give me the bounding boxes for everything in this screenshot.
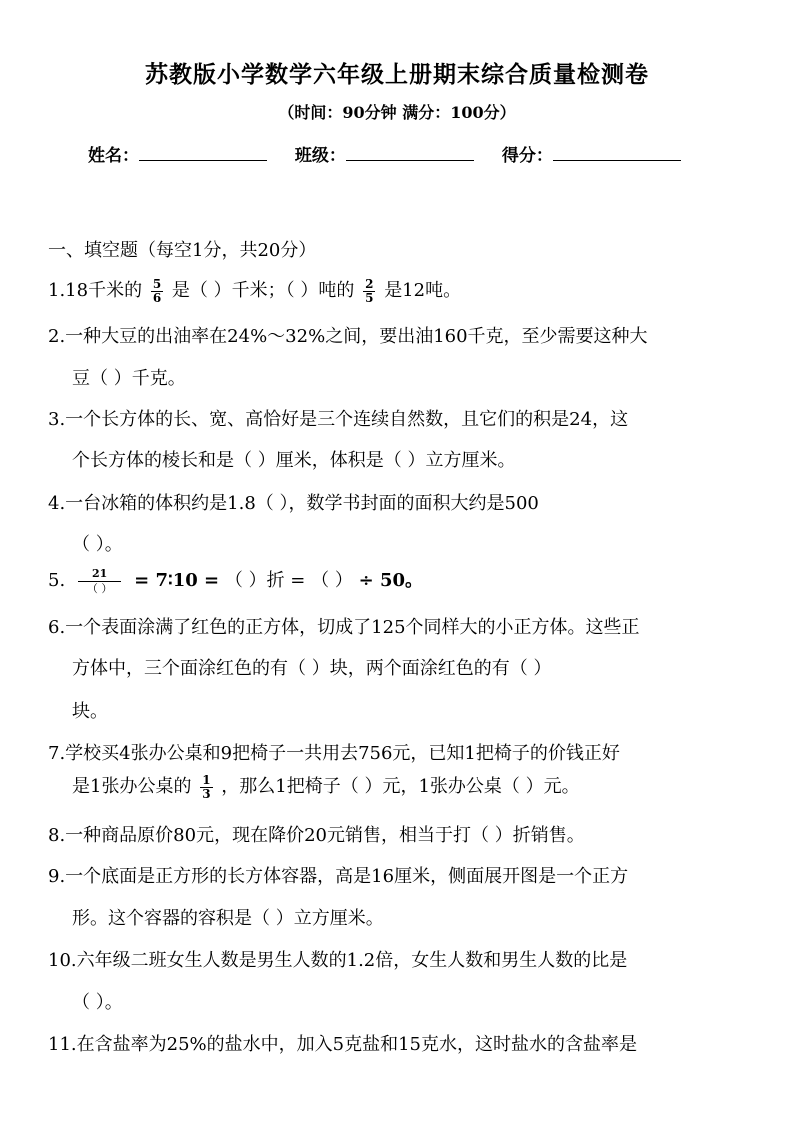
question-2-line-2: 豆（ ）千克。 <box>72 368 186 389</box>
q5-fraction <box>73 567 127 596</box>
page-title: 苏教版小学数学六年级上册期末综合质量检测卷 <box>145 61 649 88</box>
question-6-line-2: 方体中，三个面涂红色的有（ ）块，两个面涂红色的有（ ） <box>72 658 552 679</box>
name-blank[interactable] <box>139 146 267 161</box>
q5-tail: ÷ 50。 <box>358 570 423 591</box>
question-1 <box>48 276 461 305</box>
q7-text-b: ，那么1把椅子（ ）元，1张办公桌（ ）元。 <box>221 776 580 797</box>
name-label: 姓名： <box>88 146 139 166</box>
question-3-line-1: 3.一个长方体的长、宽、高恰好是三个连续自然数，且它们的积是24，这 <box>48 409 629 430</box>
score-label: 得分： <box>501 146 553 166</box>
class-field <box>295 141 474 166</box>
q1-fraction-2-denominator: 5 <box>365 290 374 305</box>
q1-text-c: 是12吨。 <box>384 280 462 301</box>
q1-fraction-2 <box>363 278 375 305</box>
student-info-line <box>88 141 703 166</box>
q5-blank-1: （ ）折 = <box>224 570 306 591</box>
question-8: 8.一种商品原价80元，现在降价20元销售，相当于打（ ）折销售。 <box>48 825 585 846</box>
class-blank[interactable] <box>346 146 474 161</box>
question-6-line-1: 6.一个表面涂满了红色的正方体，切成了125个同样大的小正方体。这些正 <box>48 617 640 638</box>
question-6-line-3: 块。 <box>72 701 108 722</box>
score-field <box>502 141 681 166</box>
q5-prefix: 5. <box>48 570 66 591</box>
question-9-line-2: 形。这个容器的容积是（ ）立方厘米。 <box>72 908 384 929</box>
q1-fraction-1-numerator: 5 <box>152 276 162 291</box>
exam-subtitle: （时间：90分钟 满分：100分） <box>278 103 516 122</box>
question-4-line-2: （ ）。 <box>72 534 123 555</box>
q5-fraction-numerator: 21 <box>78 567 121 582</box>
class-label: 班级： <box>294 146 346 166</box>
score-blank[interactable] <box>553 146 681 161</box>
question-9-line-1: 9.一个底面是正方形的长方体容器，高是16厘米，侧面展开图是一个正方 <box>48 866 629 887</box>
question-11-line-1: 11.在含盐率为25%的盐水中，加入5克盐和15克水，这时盐水的含盐率是 <box>48 1034 637 1055</box>
question-10-line-1: 10.六年级二班女生人数是男生人数的1.2倍，女生人数和男生人数的比是 <box>48 950 628 971</box>
q1-fraction-1 <box>151 278 163 305</box>
q7-fraction-denominator: 3 <box>202 786 211 801</box>
question-7-line-2 <box>72 772 580 801</box>
q7-text-a: 是1张办公桌的 <box>72 776 192 797</box>
q7-fraction-numerator: 1 <box>202 772 211 787</box>
name-field <box>88 141 267 166</box>
question-5 <box>48 566 423 596</box>
q7-fraction <box>200 774 212 801</box>
q5-blank-2: （ ） <box>311 570 353 591</box>
section-heading: 一、填空题（每空1分，共20分） <box>48 240 317 261</box>
q1-fraction-2-numerator: 2 <box>365 276 374 291</box>
q5-fraction-denominator: （ ） <box>86 581 113 595</box>
q1-fraction-1-denominator: 6 <box>152 290 162 305</box>
q5-ratio: = 7∶10 = <box>134 570 220 591</box>
question-2-line-1: 2.一种大豆的出油率在24%～32%之间，要出油160千克，至少需要这种大 <box>48 326 648 347</box>
question-7-line-1: 7.学校买4张办公桌和9把椅子一共用去756元，已知1把椅子的价钱正好 <box>48 743 620 764</box>
question-10-line-2: （ ）。 <box>72 992 123 1013</box>
question-3-line-2: 个长方体的棱长和是（ ）厘米，体积是（ ）立方厘米。 <box>72 450 516 471</box>
q1-text-a: 1.18千米的 <box>48 280 143 301</box>
q1-text-b: 是（ ）千米；（ ）吨的 <box>171 280 355 301</box>
question-4-line-1: 4.一台冰箱的体积约是1.8（ ），数学书封面的面积大约是500 <box>48 493 539 514</box>
